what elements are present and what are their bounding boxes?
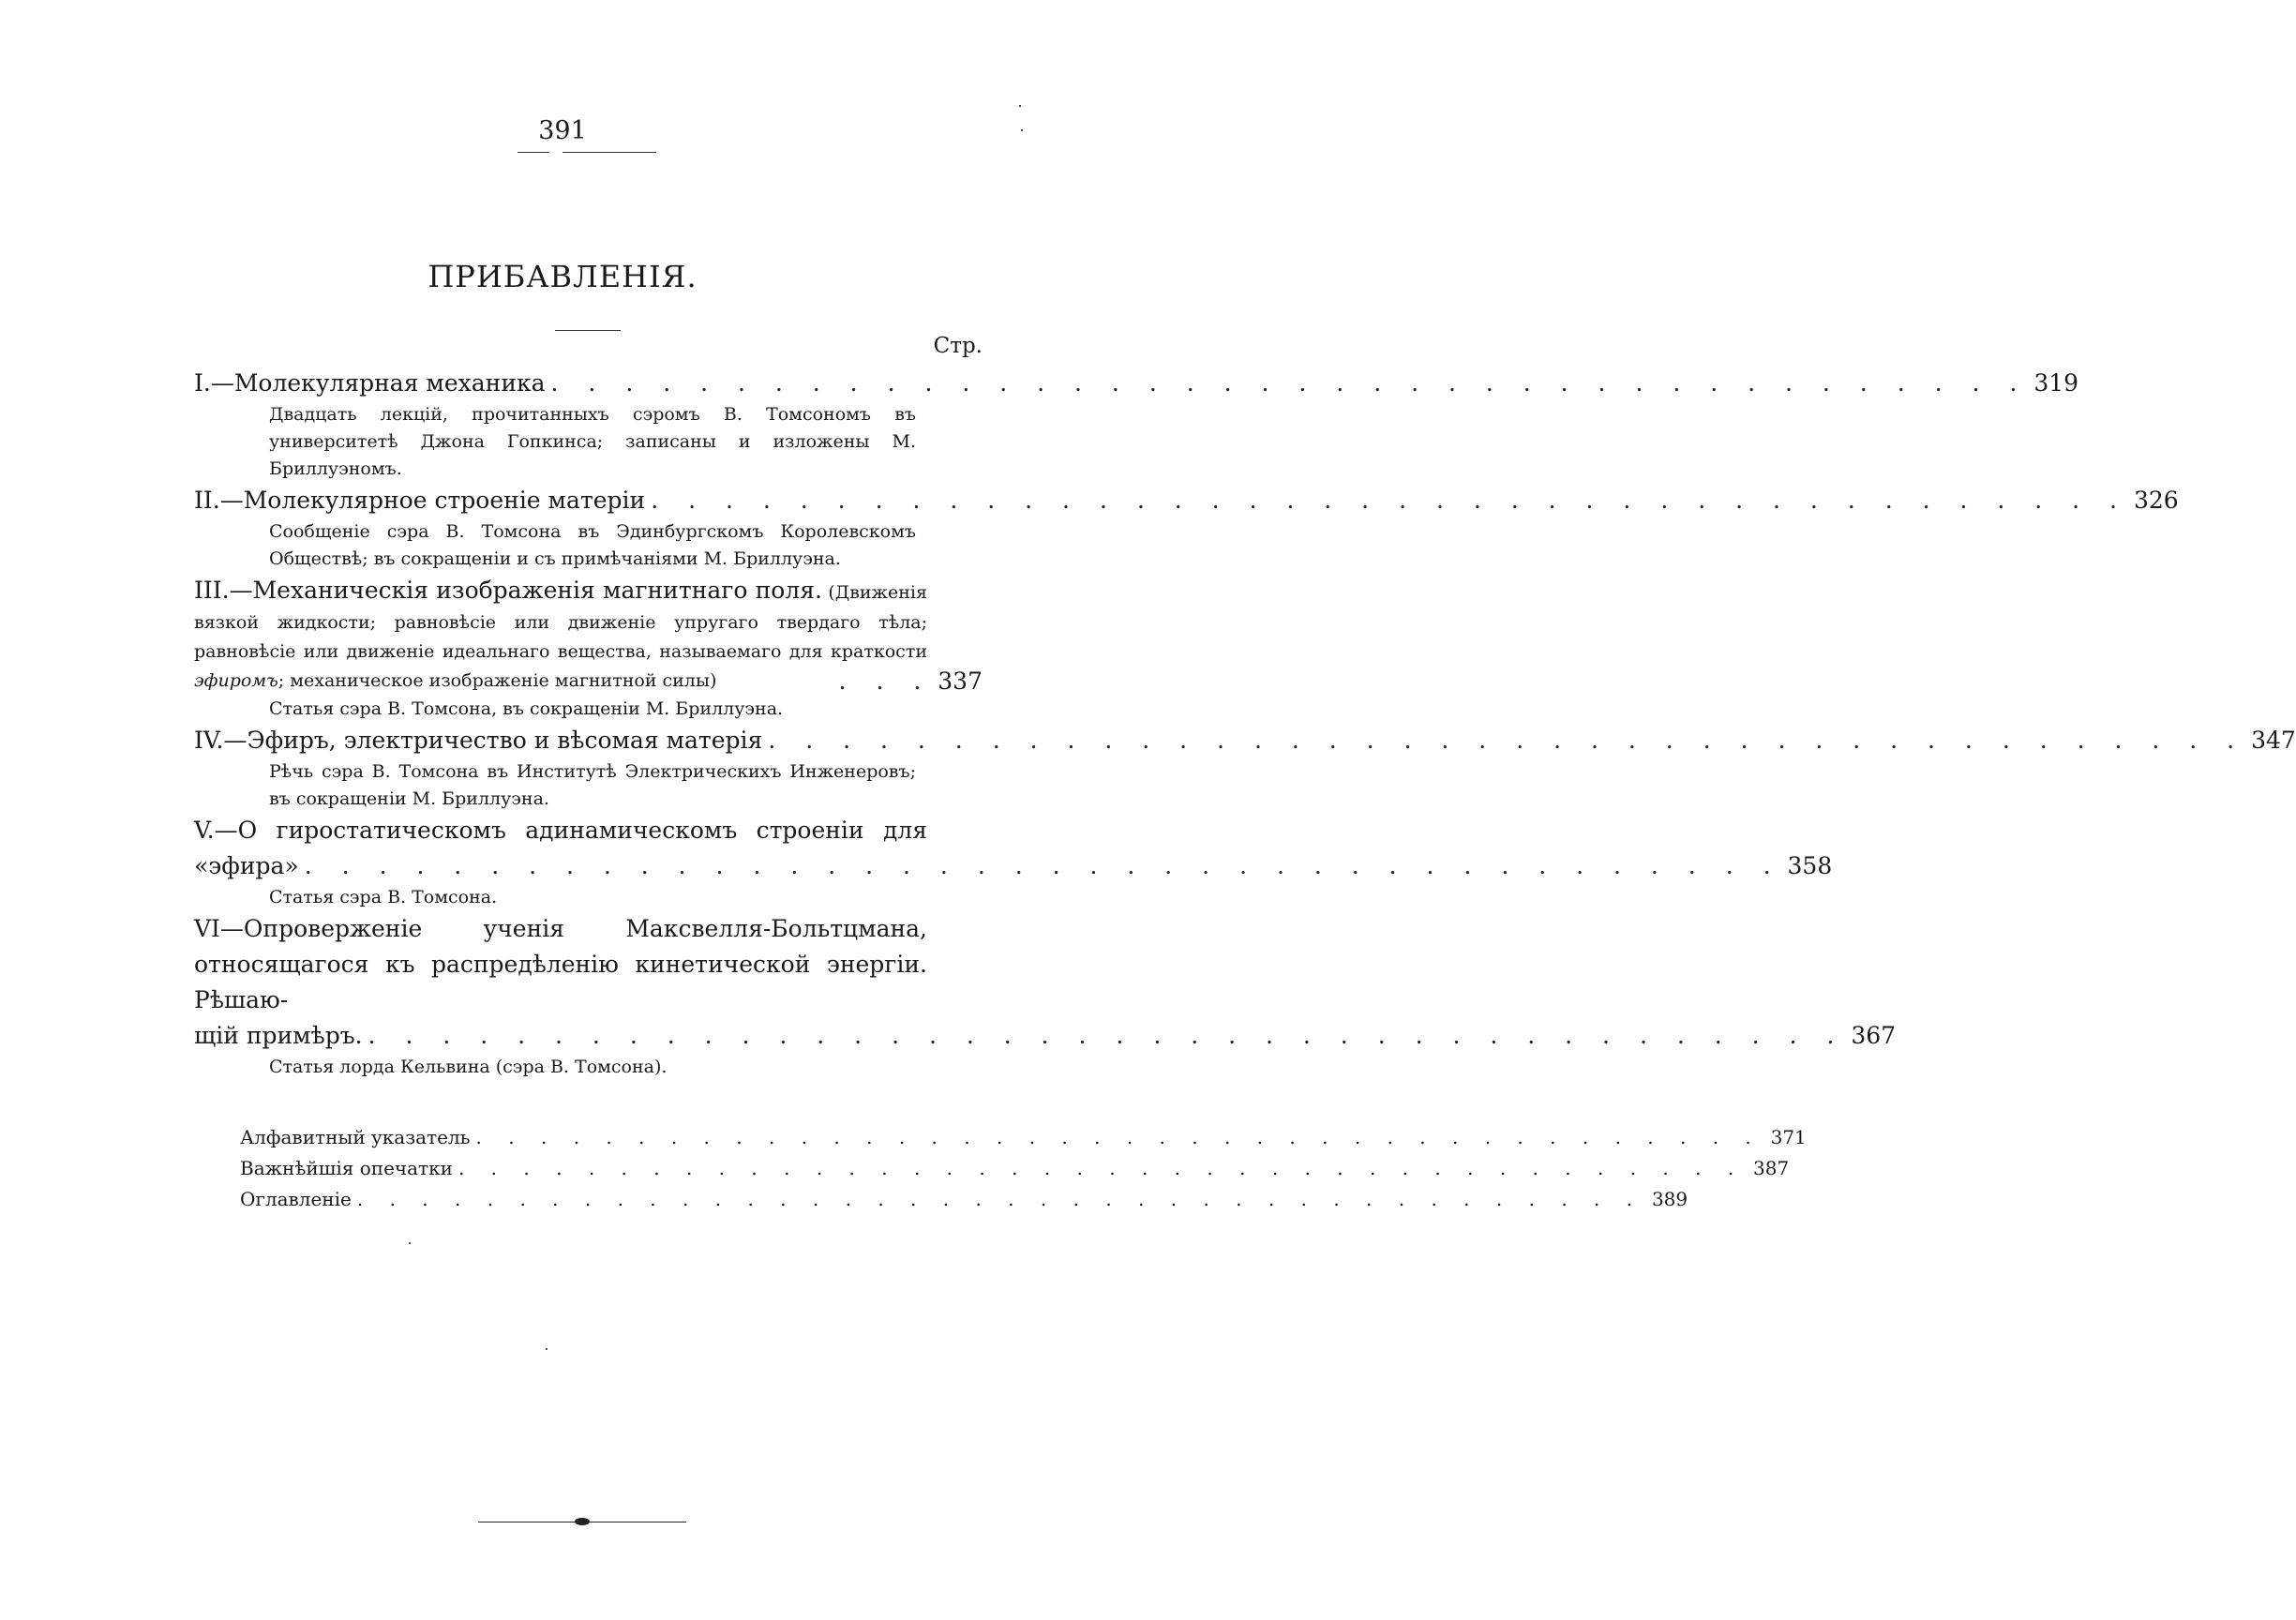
toc-entry-title-line1: VI—Опроверженіе ученія Максвелля-Больтцмана, относящагося къ распредѣленію кинетической энергіи. Рѣшаю- xyxy=(194,915,927,1013)
page-heading: ПРИБАВЛЕНІЯ. xyxy=(428,259,698,294)
toc-entry-4 xyxy=(194,723,2296,813)
toc-entry-note: Статья сэра В. Томсона, въ сокращеніи М. Бриллуэна. xyxy=(269,698,784,719)
toc-entry-note: Двадцать лекцій, прочитанныхъ сэромъ В. Томсономъ въ университетѣ Джона Гопкинса; записаны и изложены М. Бриллуэномъ. xyxy=(269,404,916,479)
description-emphasis: эфиромъ xyxy=(194,670,278,691)
index-row xyxy=(240,1122,1807,1153)
heading-rule xyxy=(555,330,621,331)
dot-leader: . . . . . . . . . . . . . . . . . . . . . . . . . . . . . . . . . . . . . . . . xyxy=(304,852,1782,879)
print-speck xyxy=(1021,129,1023,131)
index-label: Алфавитный указатель xyxy=(240,1126,471,1148)
dot-leader: . . . . . . . . . . . . . . . . . . . . . . . . . . . . . . . . . . . . . . . . xyxy=(356,1188,1643,1210)
toc-entry-title: I.—Молекулярная механика xyxy=(194,369,546,397)
toc-entry-title-line2: «эфира» xyxy=(194,852,299,879)
toc-entry-page: 326 xyxy=(2134,487,2179,514)
toc-entry-note: Рѣчь сэра В. Томсона въ Институтѣ Электрическихъ Инженеровъ; въ сокращеніи М. Бриллуэна. xyxy=(269,761,916,809)
dot-leader: . . . . . . . . . . . . . . . . . . . . . . . . . . . . . . . . . . . . . . . . xyxy=(550,369,2029,397)
dot-leader: . . . . . . . . . . . . . . . . . . . . . . . . . . . . . . . . . . . . . . . . xyxy=(651,487,2128,514)
print-speck xyxy=(409,1242,411,1244)
toc-entry-page: 358 xyxy=(1787,852,1833,879)
toc-entry-page: 319 xyxy=(2033,369,2079,397)
toc-entry-2 xyxy=(194,483,2179,573)
page-number-rule-left xyxy=(518,152,549,153)
print-speck xyxy=(1019,105,1021,107)
toc-entry-title: II.—Молекулярное строеніе матеріи xyxy=(194,487,646,514)
table-of-contents xyxy=(194,366,2296,1081)
toc-entry-title: III.—Механическія изображенія магнитнаго поля. xyxy=(194,577,822,604)
index-row xyxy=(240,1184,1688,1215)
toc-entry-1 xyxy=(194,366,2079,483)
index-label: Оглавленіе xyxy=(240,1188,352,1210)
page-number-rule-right xyxy=(563,152,656,153)
index-page: 389 xyxy=(1651,1188,1688,1210)
toc-entry-page: 347 xyxy=(2251,727,2296,754)
print-speck xyxy=(546,1348,548,1350)
index-label: Важнѣйшія опечатки xyxy=(240,1157,453,1179)
toc-entry-note: Статья сэра В. Томсона. xyxy=(269,887,498,908)
dot-leader: . . . xyxy=(838,668,933,695)
ornament-center-icon xyxy=(575,1518,590,1525)
toc-entry-note: Сообщеніе сэра В. Томсона въ Эдинбургскомъ Королевскомъ Обществѣ; въ сокращеніи и съ примѣчаніями М. Бриллуэна. xyxy=(269,521,916,569)
dot-leader: . . . . . . . . . . . . . . . . . . . . . . . . . . . . . . . . . . . . . . . . xyxy=(368,1022,1846,1049)
description-text: (Движенія вязкой жидкости; равновѣсіе или движеніе упругаго твердаго тѣла; равновѣсіе или движеніе идеальнаго вещества, называемаго для краткости xyxy=(194,582,927,662)
dot-leader: . . . . . . . . . . . . . . . . . . . . . . . . . . . . . . . . . . . . . . . . xyxy=(458,1157,1745,1179)
index-page: 387 xyxy=(1753,1157,1790,1179)
toc-entry-note: Статья лорда Кельвина (сэра В. Томсона). xyxy=(269,1057,668,1077)
tailpiece-ornament xyxy=(478,1517,686,1528)
page-column-label: Стр. xyxy=(933,334,983,358)
dot-leader: . . . . . . . . . . . . . . . . . . . . . . . . . . . . . . . . . . . . . . . . xyxy=(475,1126,1762,1148)
index-page: 371 xyxy=(1770,1126,1807,1148)
toc-entry-page: 337 xyxy=(938,668,983,695)
description-text-end: ; механическое изображеніе магнитной силы) xyxy=(278,670,717,691)
back-matter-list xyxy=(240,1122,1807,1215)
toc-entry-title: IV.—Эфиръ, электричество и вѣсомая матерія xyxy=(194,727,763,754)
toc-entry-5 xyxy=(194,813,1833,911)
toc-entry-6 xyxy=(194,911,1897,1081)
toc-entry-title-line1: V.—О гиростатическомъ адинамическомъ строеніи для xyxy=(194,817,927,844)
page-number: 391 xyxy=(538,116,587,145)
toc-entry-page: 367 xyxy=(1851,1022,1897,1049)
dot-leader: . . . . . . . . . . . . . . . . . . . . . . . . . . . . . . . . . . . . . . . . xyxy=(768,727,2246,754)
toc-entry-3 xyxy=(194,573,983,723)
toc-entry-title-line2: щій примѣръ. xyxy=(194,1022,363,1049)
index-row xyxy=(240,1153,1790,1184)
